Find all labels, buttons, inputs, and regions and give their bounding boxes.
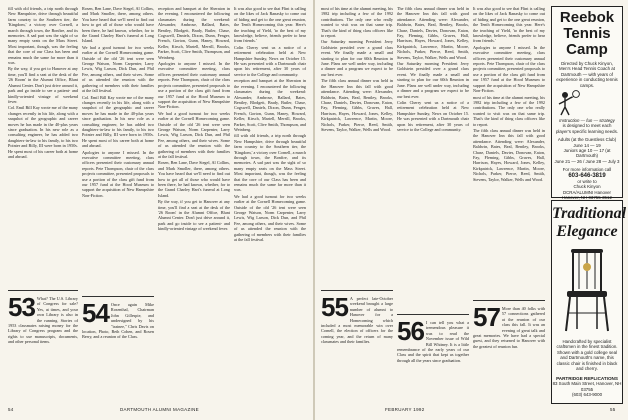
paragraph: The fifth class annual dinner was held in the Hanover Inn this fall with good attendance. Attending were: Alexander, Baldwin, Bates, Beal, Bentley, Brooks, Chase, Daniels, Davies, Donovan, Eaton, Fay, Fleming, Gibbs, Graves, Hall, Harrison, Hayes, Howard, Jones, Kelley, Kirkpatrick, Lawrence, Martin, Moore, Nichols, Parker, Pierce, Reed, Smith, Stevens, Taylor, Walker, Wells and Wood. (321, 78, 393, 132)
ad-highlight: Instruction — fun — strategy (559, 118, 615, 124)
section-rule (321, 290, 393, 291)
class-note-53 (8, 296, 78, 401)
reebok-tennis-ad (551, 6, 623, 198)
ad-description: Directed by Chuck Kinyon, Men's Head Tennis Coach at Dartmouth — with years of experience in conducting tennis camps. (556, 61, 618, 88)
left-page (0, 0, 313, 420)
footer-publication: DARTMOUTH ALUMNI MAGAZINE (120, 407, 199, 412)
class-number: 55 (321, 296, 348, 322)
ad-company: PARTRIDGE REPLICATIONS (556, 376, 618, 382)
paragraph: By the way, if you get to Hanover at any time, you'll find a seat at the desk of the '26 Room' in the Alumni Office, Blunt Alumni Center. Don't just drive around it, park and go inside to see a patient- and kindly-oriented vintage of weekend fever. (158, 199, 230, 232)
section-rule (397, 314, 469, 315)
footer-date: FEBRUARY 1992 (385, 407, 425, 412)
paragraph: Apologies to anyone I missed. In the executive committee meeting, class officers presented their customary annual reports. Pete Thompson, chair of the class projects committee, presented proposals to use a portion of the class gift fund from our 1957 fund at the Hood Museum to support the acquisition of New Hampshire Non-Fiction. (158, 61, 230, 110)
paragraph: The fifth class annual dinner was held in the Hanover Inn this fall with good attendance. Attending were: Alexander, Baldwin, Bates, Beal, Bentley, Brooks, Chase, Daniels, Davies, Donovan, Eaton, Fay, Fleming, Gibbs, Graves, Hall, Harrison, Hayes, Howard, Jones, Kelley, Kirkpatrick, Lawrence, Martin, Moore, Nichols, Parker, Pierce, Reed, Smith, Stevens, Taylor, Walker, Wells and Wood. (397, 6, 469, 60)
left-col-3 (158, 6, 230, 401)
left-col-4 (234, 6, 306, 401)
ad-highlight-2: is designed to meet each player's specific learning needs. (555, 123, 619, 134)
class-number: 56 (397, 320, 424, 346)
class-number: 53 (8, 296, 35, 322)
paragraph: Col. Emil Bill Kay wrote me of the many changes recently in his life, along with a snapshot of the geographic and career moves he has made in the 40-plus years since graduation. In his new role as a consulting engineer, he has added two daughters-in-law to his family, to his two Pointer and Billy, III were born in 1950s. He spent most of his career both at home and abroad. (8, 105, 78, 159)
ad-info-label: For more information call (562, 167, 612, 173)
ad-title: Traditional Elegance (552, 205, 627, 240)
paragraph: We had a good turnout for two weeks earlier at the Cornell Homecoming game. Outside of the old '26 tent were seen George Watson, Norm Carpenter, Larry Lewis, Wig Larson, Dick Dun, and Phil Fee, among others, and their wives. Some of us attended the reunion with the gathering of members with their families at the fall festival. (158, 110, 230, 159)
left-col-1-top (8, 6, 78, 191)
paragraph: It was also good to see that Flint is calling on the likes of Jack Ranasky to come out of hiding and get to the one great reunion, the Tenth Homecoming this year. Here's the teaching of Yield, 'to the best of my knowledge, believe, friends prefer to hear from friends.' (234, 6, 306, 44)
paragraph: Colin Cherry sent us a notice of a retirement celebration held at New Hampshire Sunday, News on October 15. He was presented with a Dartmouth chair upon his retirement, after 30 years of service to the College and community. (397, 99, 469, 132)
paragraph: The fifth class annual dinner was held in the Hanover Inn this fall with good attendance. Attending were: Alexander, Baldwin, Bates, Beal, Bentley, Brooks, Chase, Daniels, Davies, Donovan, Eaton, Fay, Fleming, Gibbs, Graves, Hall, Harrison, Hayes, Howard, Jones, Kelley, Kirkpatrick, Lawrence, Martin, Moore, Nichols, Parker, Pierce, Reed, Smith, Stevens, Taylor, Walker, Wells and Wood. (473, 127, 545, 182)
class-note-57 (473, 306, 545, 401)
ad-title: Reebok Tennis Camp (559, 9, 615, 58)
ad-contact-2: Chuck Kinyon (573, 184, 601, 190)
paragraph: fill with old friends, a trip north through New Hampshire, drive through beautiful farm country to the Southern tier, the 'Kingdom,' a victory over Cornell, a march through town, the Bonfire, and its memories. A sad part was the sight of so many empty seats on the Mass Street. Most important, though, was the feeling that the core of our Class has been and remains much the same far more than it was. (8, 6, 78, 66)
paragraph: More than 40 folks with 57 connections gathered at the reunion of our class this fall. It was an evening of great talk and great memories. We have had a special guest, and they returned to Hanover with the greatest of reunion fun. (473, 306, 545, 349)
class-note-56 (397, 320, 469, 402)
ad-contact-3: DCRA/ALUMNI Hanover (562, 189, 612, 195)
paragraph: Our Saturday morning President Jerry Goldstein presided over a grand class event. We finally made a small and starting to plan for our 60th Reunion in June. Plans are well under way, including a dinner and a program we expect to be our best ever. (397, 61, 469, 99)
paragraph: Rosen, Ben Lane, Dave Siegel, Al Collins, and Mark Smoller, there, among others. You have heard that we'll need to find out how to get all of those who would have been there, he had known, whether, for to the Grand Charley Hart's funeral at Long Island. (158, 160, 230, 198)
section-rule (8, 290, 78, 291)
ad-caption: Handcrafted by specialist craftsmen in the finest tradition. Shown with a gold college seal and Dartmouth's name, this classic chair is finished in black and cherry. (556, 339, 618, 372)
paragraph: most of his time at the alumni meeting, his 1982 trip including a few of the 1992 contributions. The only one who really wanted to visit was on that same trip. That's the kind of thing class officers like to report. (321, 6, 393, 39)
right-col-2 (397, 6, 469, 306)
ad-contact-1: or write to (577, 178, 597, 184)
class-note-55 (321, 296, 393, 401)
ad-contact-4: Hanover, NH 03755-3512 (562, 194, 612, 200)
class-note-54 (82, 302, 154, 402)
left-col-2 (82, 6, 154, 286)
paragraph: Colin Cherry sent us a notice of a retirement celebration held at New Hampshire Sunday, News on October 15. He was presented with a Dartmouth chair upon his retirement, after 30 years of service to the College and community. (234, 44, 306, 77)
page-number-left: 54 (8, 407, 14, 412)
ad-phone: (603) 643-9000 (571, 392, 603, 398)
paragraph: It was also good to see that Flint is calling on the likes of Jack Ranasky to come out of hiding and get to the one great reunion, the Tenth Homecoming this year. Here's the teaching of Yield, 'to the best of my knowledge, believe, friends prefer to hear from friends.' (473, 6, 545, 44)
section-rule (473, 300, 545, 301)
right-col-3 (473, 6, 545, 306)
right-page (315, 0, 628, 420)
chair-icon (557, 245, 617, 335)
class-number: 57 (473, 306, 500, 332)
paragraph: We had a good turnout for two weeks earlier at the Cornell Homecoming game. Outside of the old '26 tent were seen George Watson, Norm Carpenter, Larry Lewis, Wig Larson, Dick Dun, and Phil Fee, among others, and their wives. Some of us attended the reunion with the gathering of members with their families at the fall festival. (234, 193, 306, 243)
paragraph: reception and banquet at the Sheraton in the evening. I encountered the following classmates during the weekend: Alexander, Ambrose, Ballard, Bates, Bentley, Blodgett, Brady, Butler, Chase, Cogswell, Daniels, Dixon, Dunn, Fenger, French, Gorton, Gunn, Haney, Howard, Keller, Kirsch, Martell, Merrill, Brooks, Parker, Scott, Clive Smith, Thompson, and Weinberg. (234, 78, 306, 132)
paragraph: Rosen, Ben Lane, Dave Siegel, Al Collins, and Mark Smoller, there, among others. You have heard that we'll need to find out how to get all of those who would have been there, he had known, whether, for to the Grand Charley Hart's funeral at Long Island. (82, 6, 154, 44)
paragraph: I can tell you what a tremendous pleasure it was to read the November issue of Wild Bill Whitney. It is a little remembrance of the early years of our Class and the spirit that kept us together through all the years since graduation. (397, 320, 469, 363)
ad-address: 83 South Main Street, Hanover, NH 03755 (552, 381, 622, 392)
section-rule (82, 296, 154, 297)
ad-session: Adults (at the Guestless Club) (557, 137, 617, 143)
class-number: 54 (82, 302, 109, 328)
page-number-right: 55 (610, 407, 616, 412)
ad-phone: 603-646-3819 (568, 172, 606, 179)
ad-dates-2: Juniors age 10 — 17 (at Dartmouth) (563, 148, 611, 159)
paragraph: By the way, if you get to Hanover at any time, you'll find a seat at the desk of the '26 Room' in the Alumni Office, Blunt Alumni Center. Don't just drive around it, park and go inside to see a patient- and kindly-oriented vintage of weekend fever. (8, 66, 78, 104)
paragraph: Our Saturday morning President Jerry Goldstein presided over a grand class event. We finally made a small and starting to plan for our 60th Reunion in June. Plans are well under way, including a dinner and a program we expect to be our best ever. (321, 39, 393, 77)
paragraph: fill with old friends, a trip north through New Hampshire, drive through beautiful farm country to the Southern tier, the 'Kingdom,' a victory over Cornell, a march through town, the Bonfire, and its memories. A sad part was the sight of so many empty seats on the Mass Street. Most important, though, was the feeling that the core of our Class has been and remains much the same far more than it was. (234, 133, 306, 193)
paragraph: A perfect late-October weekend brought a large number of alumni to Hanover for a Homecoming which included a most memorable win over Cornell, the election of officers for the coming year, and the return of many classmates and their families. (321, 296, 393, 345)
paragraph: reception and banquet at the Sheraton in the evening. I encountered the following classmates during the weekend: Alexander, Ambrose, Ballard, Bates, Bentley, Blodgett, Brady, Butler, Chase, Cogswell, Daniels, Dixon, Dunn, Fenger, French, Gorton, Gunn, Haney, Howard, Keller, Kirsch, Martell, Merrill, Brooks, Parker, Scott, Clive Smith, Thompson, and Weinberg. (158, 6, 230, 60)
paragraph: Col. Emil Bill Kay wrote me of the many changes recently in his life, along with a snapshot of the geographic and career moves he has made in the 40-plus years since graduation. In his new role as a consulting engineer, he has added two daughters-in-law to his family, to his two Pointer and Billy, III were born in 1950s. He spent most of his career both at home and abroad. (82, 94, 154, 149)
paragraph: Once again Mike Rosenthal, Chairman John Gillespie, and undersigned by his "trainee," Chris Davis on location, Photo, Beth Cohen, and Rosen Berry, and a reunion of the Class. (82, 302, 154, 340)
paragraph: Apologies to anyone I missed. In the executive committee meeting, class officers presented their customary annual reports. Pete Thompson, chair of the class projects committee, presented proposals to use a portion of the class gift fund from our 1957 fund at the Hood Museum to support the acquisition of New Hampshire Non-Fiction. (82, 149, 154, 198)
paragraph: What? The U.S. Library of Congress for sale? Yes, at times, and your own Library is also in the running. Stories of 1953 classmates raising money for the Library of Congress program and the rights to use manuscripts, documents, and other personal items. (8, 296, 78, 345)
paragraph: We had a good turnout for two weeks earlier at the Cornell Homecoming game. Outside of the old '26 tent were seen George Watson, Norm Carpenter, Larry Lewis, Wig Larson, Dick Dun, and Phil Fee, among others, and their wives. Some of us attended the reunion with the gathering of members with their families at the fall festival. (82, 44, 154, 94)
ad-dates-3: June 21 — 26 / June 28 — July 3 (554, 158, 620, 164)
paragraph: Apologies to anyone I missed. In the executive committee meeting, class officers presented their customary annual reports. Pete Thompson, chair of the class projects committee, presented proposals to use a portion of the class gift fund from our 1957 fund at the Hood Museum to support the acquisition of New Hampshire Non-Fiction. (473, 44, 545, 94)
ad-dates-1: June 14 — 19 (573, 142, 601, 148)
chair-ad (551, 200, 627, 404)
tennis-player-icon (555, 90, 589, 116)
right-col-1 (321, 6, 393, 266)
paragraph: most of his time at the alumni meeting, his 1982 trip including a few of the 1992 contributions. The only one who really wanted to visit was on that same trip. That's the kind of thing class officers like to report. (473, 94, 545, 127)
